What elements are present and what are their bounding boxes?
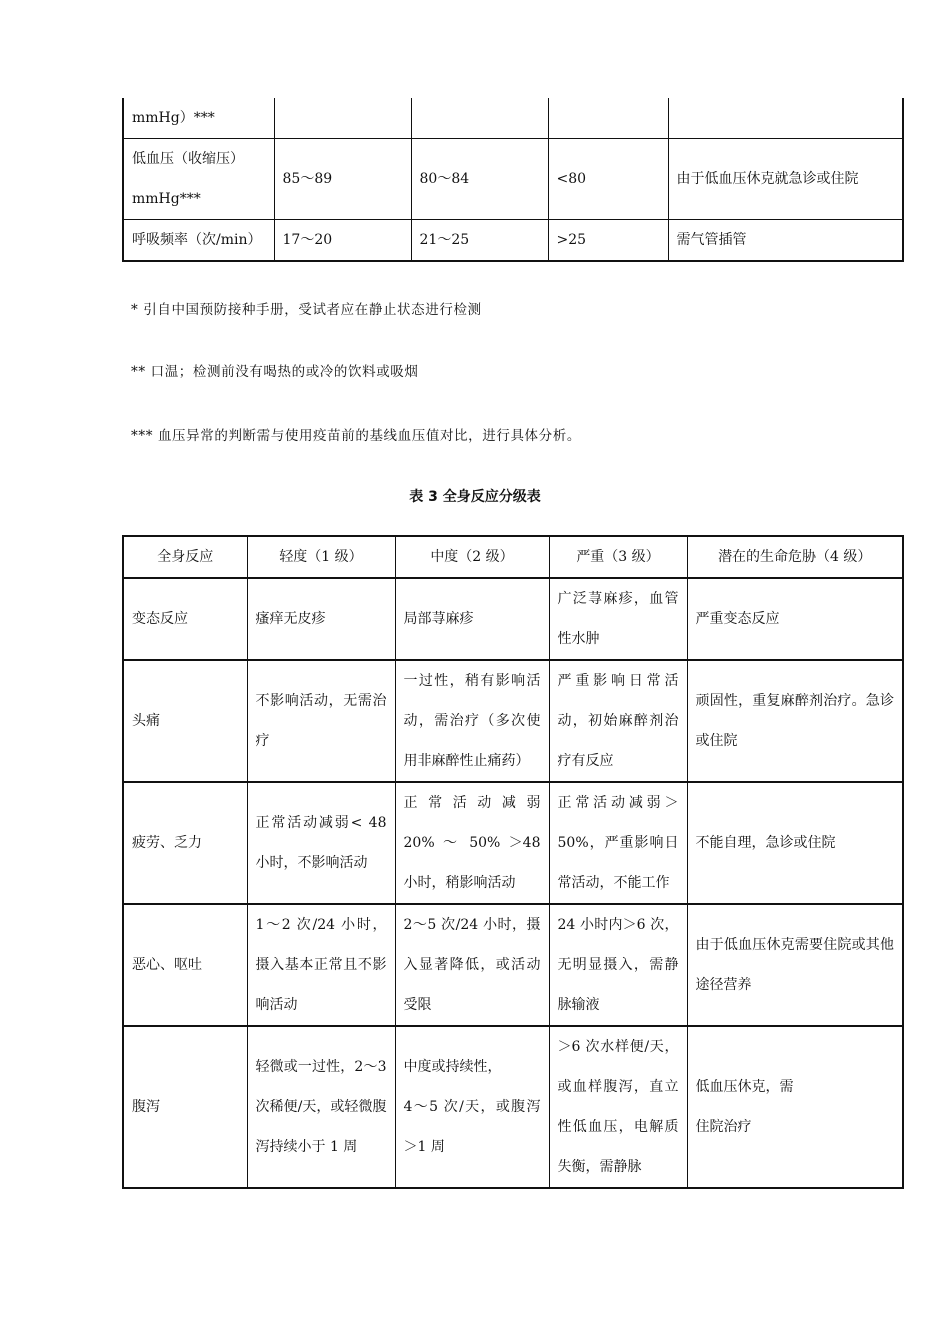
footnote: ** 口温；检测前没有喝热的或冷的饮料或吸烟 [131, 364, 419, 380]
table-cell: 局部荨麻疹 [395, 578, 549, 660]
table-cell: 顽固性，重复麻醉剂治疗。急诊或住院 [687, 660, 903, 782]
table-header-row [123, 536, 903, 578]
cell-line: mmHg*** [132, 191, 201, 207]
column-header: 全身反应 [123, 536, 247, 578]
table-cell: 广泛荨麻疹，血管性水肿 [549, 578, 687, 660]
table-cell [395, 1026, 549, 1188]
table-cell: 由于低血压休克需要住院或其他途径营养 [687, 904, 903, 1026]
table-row [123, 139, 903, 220]
table-cell: 由于低血压休克就急诊或住院 [668, 139, 903, 220]
table-cell: 1～2 次/24 小时，摄入基本正常且不影响活动 [247, 904, 395, 1026]
table-cell: <80 [548, 139, 668, 220]
table-row [123, 904, 903, 1026]
table-cell: 变态反应 [123, 578, 247, 660]
footnote: * 引自中国预防接种手册，受试者应在静止状态进行检测 [131, 302, 482, 318]
cell-line: 中度或持续性， [403, 1059, 502, 1075]
cell-line: 低血压（收缩压） [132, 151, 244, 167]
table-cell: 80～84 [411, 139, 548, 220]
table-cell [668, 98, 903, 139]
table-cell: ＞6 次水样便/天，或血样腹泻，直立性低血压，电解质失衡，需静脉 [549, 1026, 687, 1188]
table-cell: 需气管插管 [668, 220, 903, 262]
table-row [123, 578, 903, 660]
table-cell [274, 98, 411, 139]
table-cell: 85～89 [274, 139, 411, 220]
table-cell: 呼吸频率（次/min） [123, 220, 274, 262]
column-header: 轻度（1 级） [247, 536, 395, 578]
table-cell: 不影响活动，无需治疗 [247, 660, 395, 782]
table-cell [123, 139, 274, 220]
table-row [123, 782, 903, 904]
systemic-reaction-table [122, 535, 904, 1189]
table-cell [687, 1026, 903, 1188]
table-cell: 正常活动减弱＞ 50%，严重影响日常活动，不能工作 [549, 782, 687, 904]
table-cell: 腹泻 [123, 1026, 247, 1188]
table-cell: 头痛 [123, 660, 247, 782]
table-cell: 正 常 活 动 减 弱 20% ～ 50% ＞48 小时，稍影响活动 [395, 782, 549, 904]
table-cell: 21～25 [411, 220, 548, 262]
table-cell: 24 小时内＞6 次，无明显摄入，需静脉输液 [549, 904, 687, 1026]
table-cell: mmHg）*** [123, 98, 274, 139]
column-header: 中度（2 级） [395, 536, 549, 578]
table-cell: 严重影响日常活动，初始麻醉剂治疗有反应 [549, 660, 687, 782]
table-cell [411, 98, 548, 139]
table-cell: 不能自理，急诊或住院 [687, 782, 903, 904]
footnote: *** 血压异常的判断需与使用疫苗前的基线血压值对比，进行具体分析。 [131, 428, 581, 444]
vital-signs-table [122, 98, 904, 262]
table-cell: >25 [548, 220, 668, 262]
table-cell: 恶心、呕吐 [123, 904, 247, 1026]
cell-line: 低血压休克，需 [695, 1079, 794, 1095]
table-cell: 疲劳、乏力 [123, 782, 247, 904]
table-row [123, 98, 903, 139]
table-cell: 正常活动减弱< 48 小时，不影响活动 [247, 782, 395, 904]
table-row [123, 1026, 903, 1188]
table-cell: 2～5 次/24 小时，摄入显著降低，或活动受限 [395, 904, 549, 1026]
table-row [123, 660, 903, 782]
cell-line: 住院治疗 [695, 1119, 752, 1135]
table-cell: 严重变态反应 [687, 578, 903, 660]
table-cell [548, 98, 668, 139]
table-cell: 瘙痒无皮疹 [247, 578, 395, 660]
table-caption: 表 3 全身反应分级表 [409, 489, 541, 505]
table-cell: 17～20 [274, 220, 411, 262]
column-header: 潜在的生命危胁（4 级） [687, 536, 903, 578]
cell-line: 4～5 次/天，或腹泻＞1 周 [403, 1099, 541, 1155]
table-cell: 一过性，稍有影响活动，需治疗（多次使用非麻醉性止痛药） [395, 660, 549, 782]
table-row [123, 220, 903, 262]
column-header: 严重（3 级） [549, 536, 687, 578]
table-cell: 轻微或一过性，2～3 次稀便/天，或轻微腹泻持续小于 1 周 [247, 1026, 395, 1188]
